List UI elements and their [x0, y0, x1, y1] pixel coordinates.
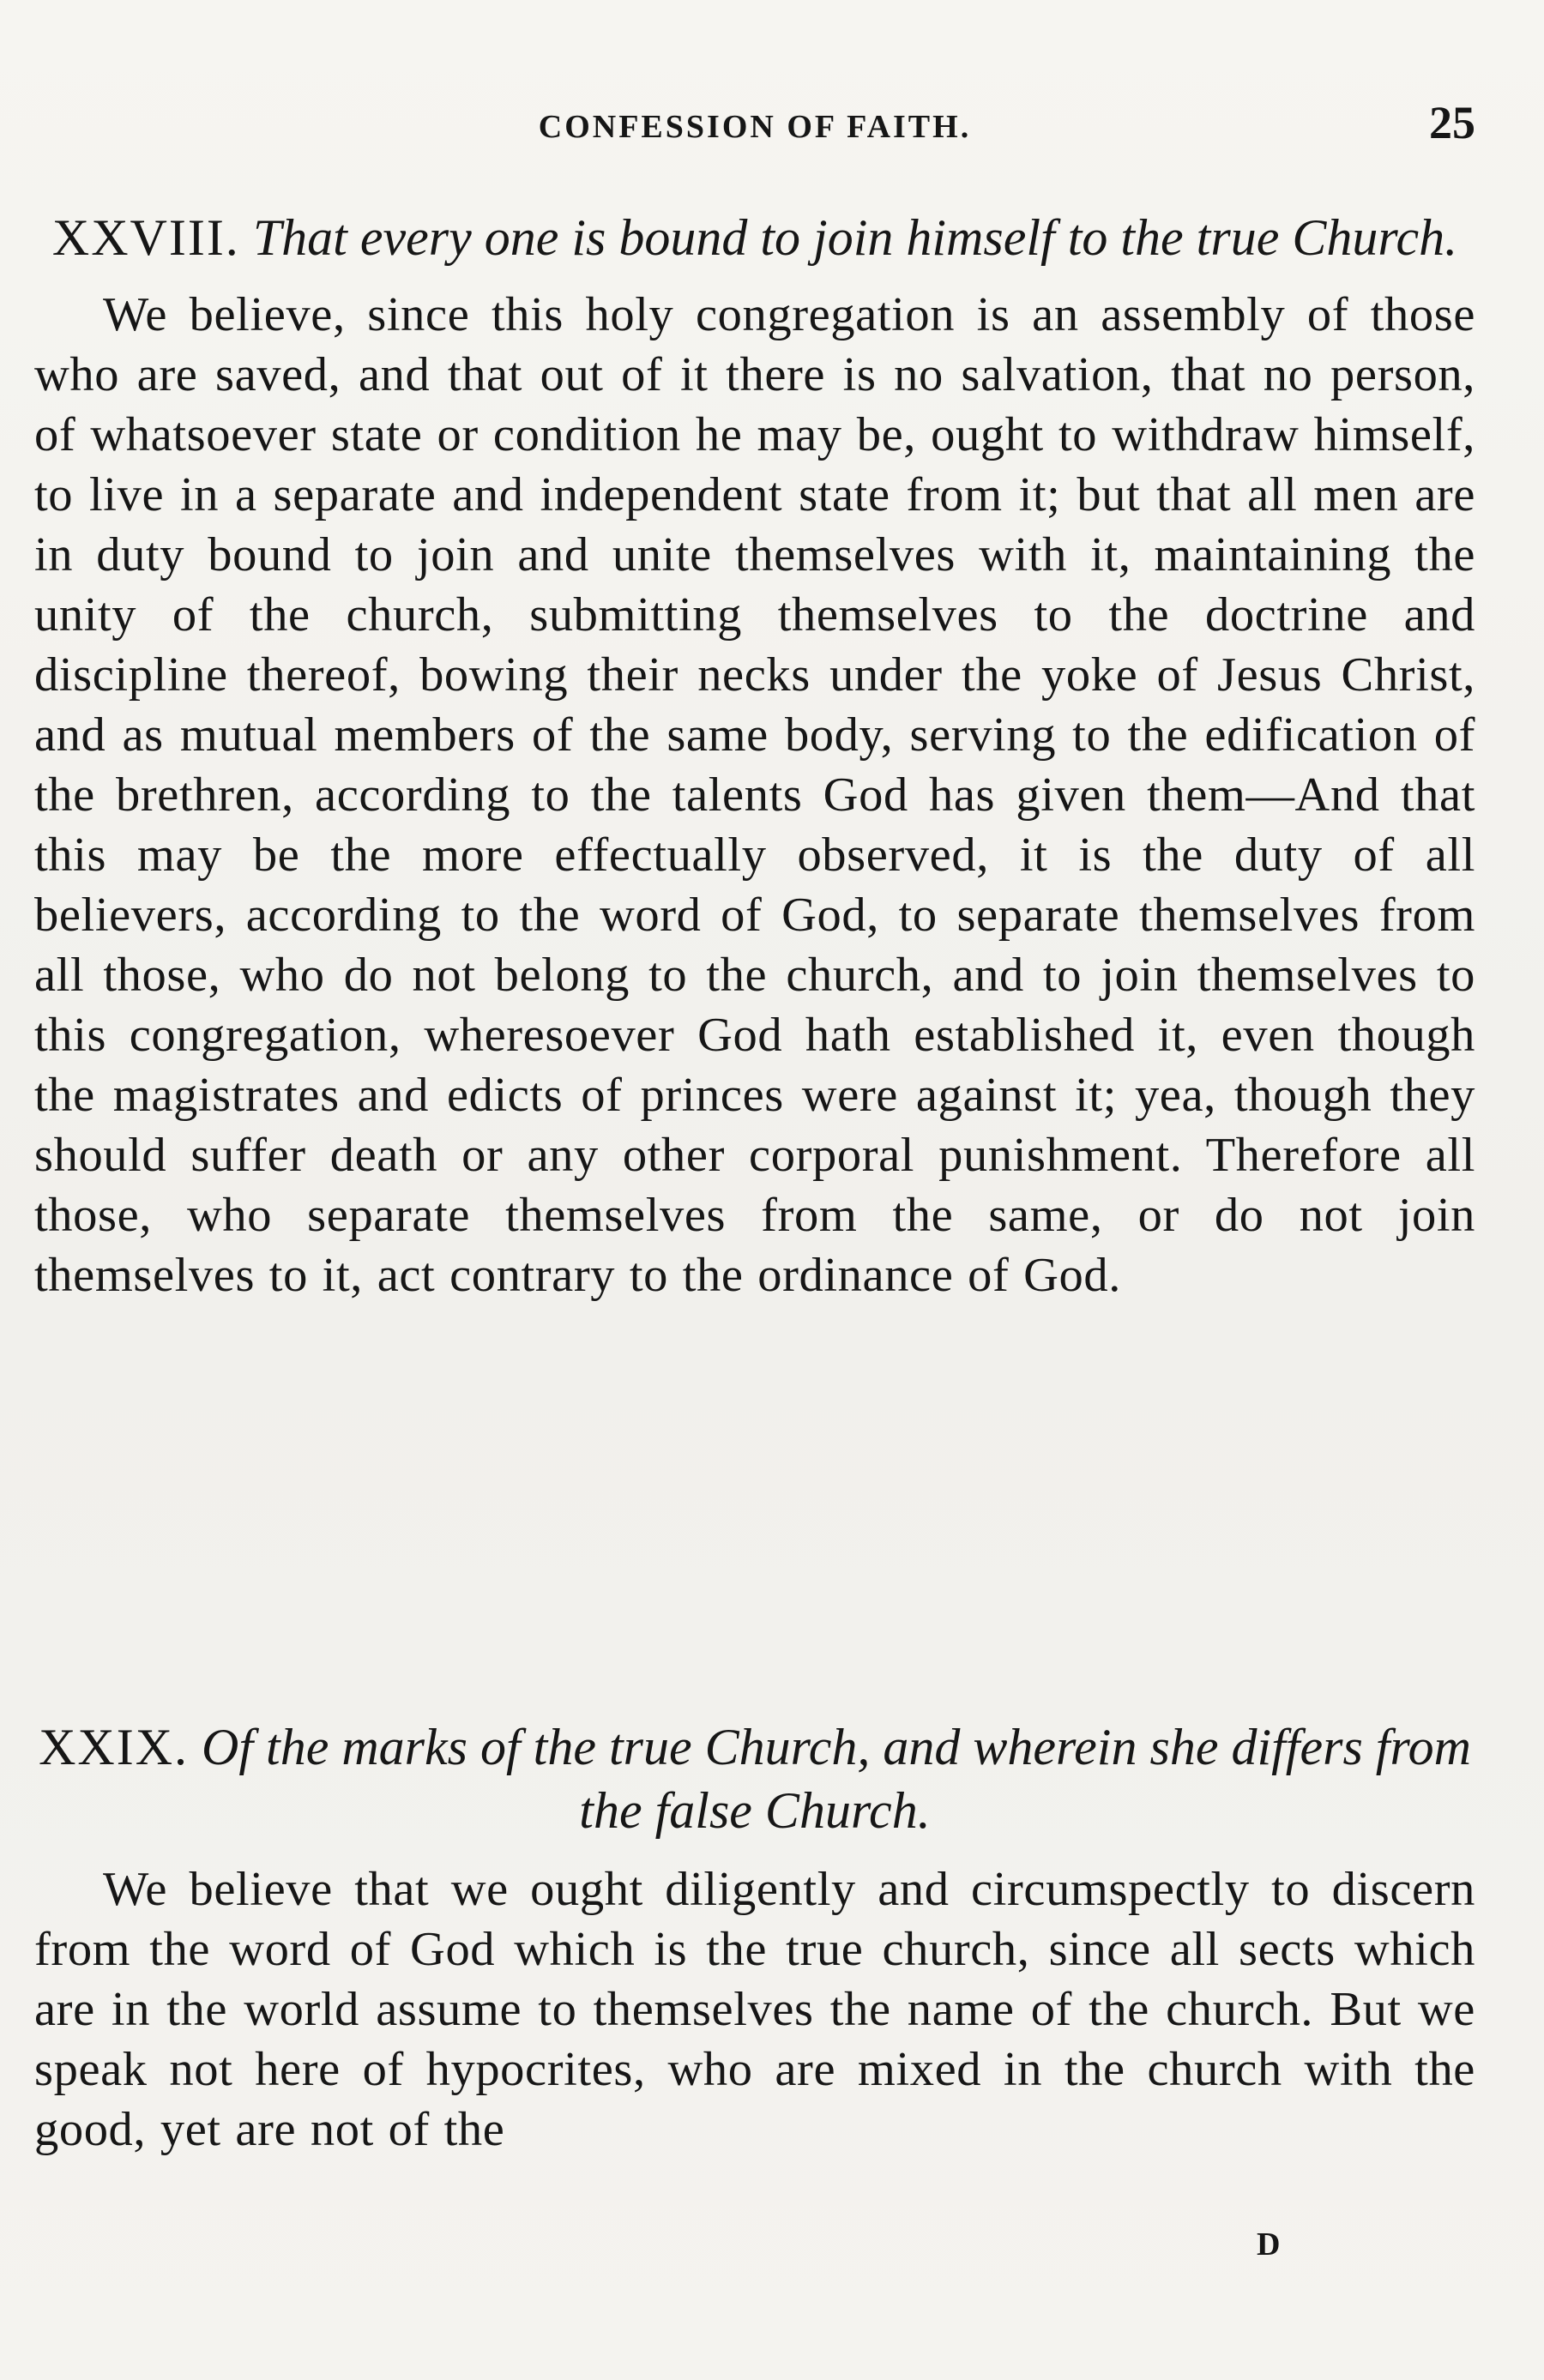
- article-numeral: XXVIII.: [51, 209, 240, 266]
- article-body: We believe that we ought diligently and circumspectly to discern from the word of God which is the true church, since all sects which are in the world assume to themselves the name of the church. But we speak not here of hypocrites, who are mixed in the church with the good, yet are not of the: [34, 1863, 1475, 2156]
- running-title: CONFESSION OF FAITH.: [538, 109, 972, 145]
- page-number: 25: [1429, 97, 1475, 148]
- signature-mark: D: [1257, 2226, 1282, 2263]
- page-header: [34, 96, 1475, 156]
- article-heading: Of the marks of the true Church, and wherein she differs from the false Church.: [202, 1719, 1471, 1839]
- article-heading: That every one is bound to join himself to the true Church.: [252, 209, 1458, 266]
- article-xxviii: [34, 206, 1475, 1305]
- article-title: [34, 1715, 1475, 1842]
- article-numeral: XXIX.: [39, 1719, 190, 1775]
- article-body: We believe, since this holy congregation is an assembly of those who are saved, and that out of it there is no salvation, that no person, of whatsoever state or condition he may be, ought to withdraw himself, to live in a separate and independent state from it; but that all men are in duty bound to join and unite themselves with it, maintaining the unity of the church, submitting themselves to the doctrine and discipline thereof, bowing their necks under the yoke of Jesus Christ, and as mutual members of the same body, serving to the edification of the brethren, according to the talents God has given them—And that this may be the more effectually observed, it is the duty of all believers, according to the word of God, to separate themselves from all those, who do not belong to the church, and to join themselves to this congregation, wheresoever God hath established it, even though the magistrates and edicts of princes were against it; yea, though they should suffer death or any other corporal punishment. Therefore all those, who separate themselves from the same, or do not join themselves to it, act contrary to the ordinance of God.: [34, 288, 1475, 1302]
- article-title: [34, 206, 1475, 269]
- article-xxix: [34, 1715, 1475, 2160]
